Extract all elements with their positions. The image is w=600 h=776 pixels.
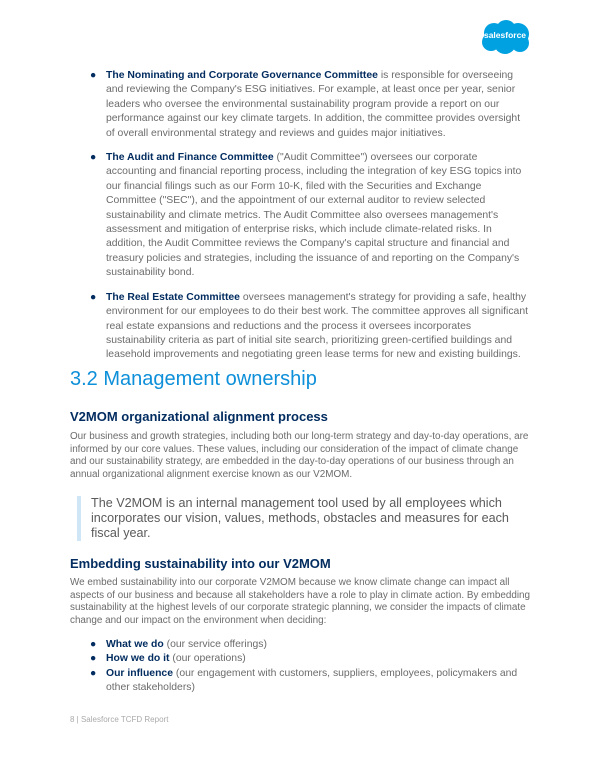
committee-name: The Audit and Finance Committee <box>106 152 274 164</box>
committee-name: The Real Estate Committee <box>106 291 240 303</box>
bullet-icon: ● <box>90 667 97 679</box>
list-item <box>90 652 530 666</box>
section-title: 3.2 Management ownership <box>70 368 317 390</box>
v2mom-paragraph: Our business and growth strategies, including both our long-term strategy and day-to-day operations, are informed by our core values. These values, including our consideration of the impact of climate change and our sustainability strategy, are embedded in the day-to-day operations of our business through an annual organizational alignment exercise known as our V2MOM. <box>70 431 529 480</box>
item-text: (our operations) <box>169 653 246 665</box>
list-item <box>90 667 530 696</box>
salesforce-logo <box>478 19 532 55</box>
committee-name: The Nominating and Corporate Governance Committee <box>106 70 378 81</box>
page-footer: 8 | Salesforce TCFD Report <box>70 715 169 724</box>
item-name: How we do it <box>106 653 170 665</box>
list-item <box>90 69 530 141</box>
bullet-icon: ● <box>90 291 97 303</box>
item-name: What we do <box>106 639 164 650</box>
embedding-heading: Embedding sustainability into our V2MOM <box>70 556 331 571</box>
pull-quote: The V2MOM is an internal management tool used by all employees which incorporates our vision, values, methods, obstacles and measures for each fiscal year. <box>77 496 521 541</box>
list-item <box>90 291 530 363</box>
committee-text: is responsible for overseeing and reviewing the Company's ESG initiatives. For example, at least once per year, senior leaders who oversee the environmental sustainability program provide a report on our performance against our key climate targets. In addition, the committee provides oversight of overall environmental strategy and reviews and guides major initiatives. <box>106 70 521 139</box>
committee-text: oversees management's strategy for providing a safe, healthy environment for our employees to do their best work. The committee approves all significant real estate expansions and reductions and the process it oversees incorporates sustainability criteria as part of initial site search, prioritizing green-certified buildings and leasehold improvements and negotiating green lease terms for new and existing buildings. <box>106 291 528 361</box>
bullet-icon: ● <box>90 152 97 164</box>
bullet-icon: ● <box>90 70 97 81</box>
list-item <box>90 638 530 652</box>
committee-list <box>90 69 530 363</box>
bullet-icon: ● <box>90 653 97 665</box>
item-name: Our influence <box>106 667 173 679</box>
deciding-list <box>90 638 530 696</box>
logo-text: salesforce <box>483 30 527 40</box>
item-text: (our service offerings) <box>163 639 267 650</box>
committee-text: ("Audit Committee") oversees our corporate accounting and financial reporting process, including the integration of key ESG topics into our financial filings such as our Form 10-K, filed with the Securities and Exchange Committee ("SEC"), and the appointment of our external auditor to review selected sustainability and climate metrics. The Audit Committee also oversees management's assessment and mitigation of enterprise risks, which include climate-related risks. In addition, the Audit Committee reviews the Company's capital structure and financial and treasury policies and strategies, including the issuance of and reporting on the Company's sustainability bond. <box>106 152 522 279</box>
v2mom-heading: V2MOM organizational alignment process <box>70 409 328 424</box>
item-text: (our engagement with customers, suppliers, employees, policymakers and other stakeholders) <box>106 667 518 694</box>
bullet-icon: ● <box>90 639 97 650</box>
list-item <box>90 151 530 281</box>
embedding-paragraph: We embed sustainability into our corporate V2MOM because we know climate change can impact all aspects of our business and because all stakeholders have a role to play in climate action. By embedding sustainability at the highest levels of our corporate strategic planning, we consider the impacts of climate change and our impact on the environment when deciding: <box>70 577 531 626</box>
